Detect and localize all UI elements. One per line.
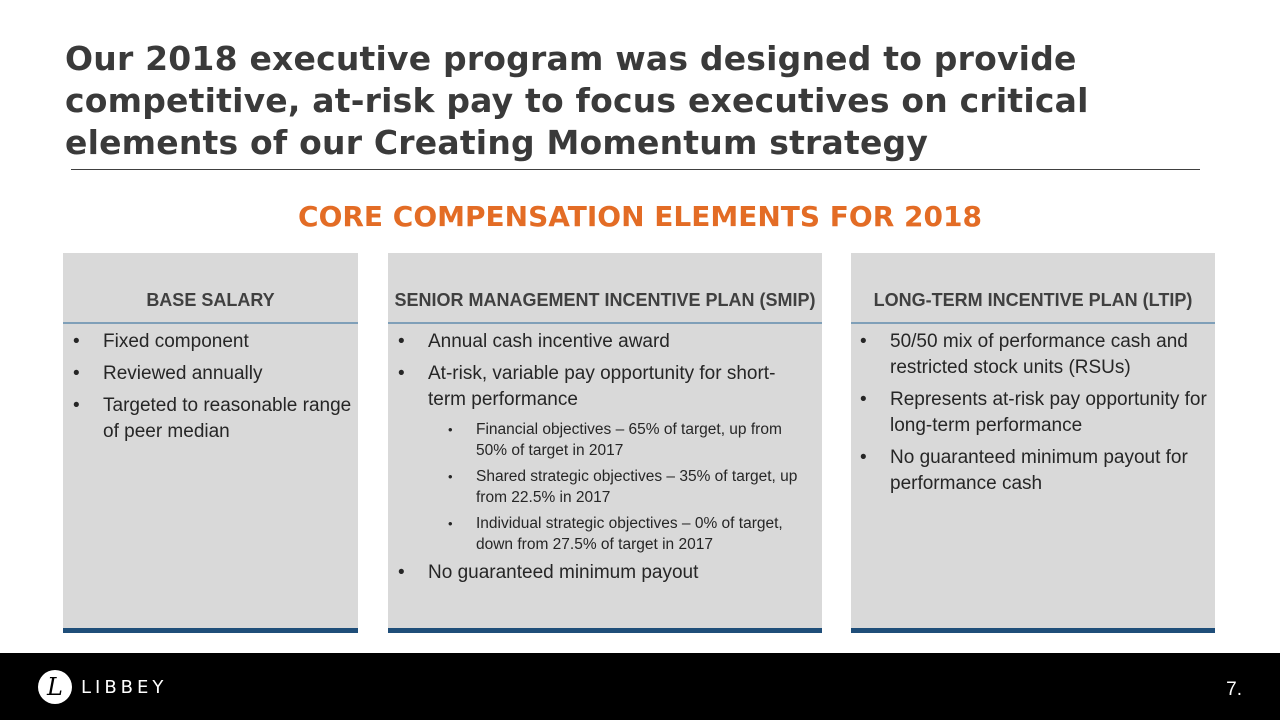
base-salary-column: [63, 253, 358, 633]
bullet-list: [428, 329, 808, 592]
sub-bullet-item: • Individual strategic objectives – 0% of target, down from 27.5% of target in 2017: [476, 513, 808, 555]
bullet-item: • 50/50 mix of performance cash and restricted stock units (RSUs): [890, 329, 1210, 381]
bullet-list: [103, 329, 353, 451]
column-header: LONG-TERM INCENTIVE PLAN (LTIP): [873, 290, 1193, 310]
bullet-item: • Represents at-risk pay opportunity for long-term performance: [890, 387, 1210, 439]
column-header: BASE SALARY: [146, 290, 275, 310]
column-footer-bar: [63, 628, 358, 633]
smip-column: [388, 253, 822, 633]
section-heading: CORE COMPENSATION ELEMENTS FOR 2018: [298, 200, 982, 233]
bullet-list: [890, 329, 1210, 503]
libbey-logo-mark: L: [47, 673, 63, 701]
bullet-item: • At-risk, variable pay opportunity for short-term performance: [428, 361, 808, 413]
slide-title-line: competitive, at-risk pay to focus executives on critical: [65, 81, 1089, 120]
column-header-divider: [63, 322, 358, 324]
footer-bar: [0, 653, 1280, 720]
ltip-column: [851, 253, 1215, 633]
bullet-item: • Fixed component: [103, 329, 353, 355]
page-number: 7.: [1226, 679, 1242, 700]
bullet-item: • No guaranteed minimum payout for performance cash: [890, 445, 1210, 497]
libbey-logo-text: LIBBEY: [81, 676, 168, 698]
libbey-logo: [38, 670, 167, 704]
slide-title-line: elements of our Creating Momentum strategy: [65, 123, 929, 162]
column-footer-bar: [388, 628, 822, 633]
bullet-item: • Reviewed annually: [103, 361, 353, 387]
libbey-logo-icon: [38, 670, 72, 704]
bullet-item: • Annual cash incentive award: [428, 329, 808, 355]
slide-title: [65, 38, 1215, 164]
bullet-item: • No guaranteed minimum payout: [428, 560, 808, 586]
bullet-item: • Targeted to reasonable range of peer median: [103, 393, 353, 445]
column-header-divider: [851, 322, 1215, 324]
sub-bullet-item: • Shared strategic objectives – 35% of target, up from 22.5% in 2017: [476, 466, 808, 508]
column-footer-bar: [851, 628, 1215, 633]
slide-title-line: Our 2018 executive program was designed to provide: [65, 39, 1077, 78]
column-header: SENIOR MANAGEMENT INCENTIVE PLAN (SMIP): [394, 290, 816, 310]
column-header-divider: [388, 322, 822, 324]
sub-bullet-item: • Financial objectives – 65% of target, up from 50% of target in 2017: [476, 419, 808, 461]
title-divider: [71, 169, 1200, 170]
